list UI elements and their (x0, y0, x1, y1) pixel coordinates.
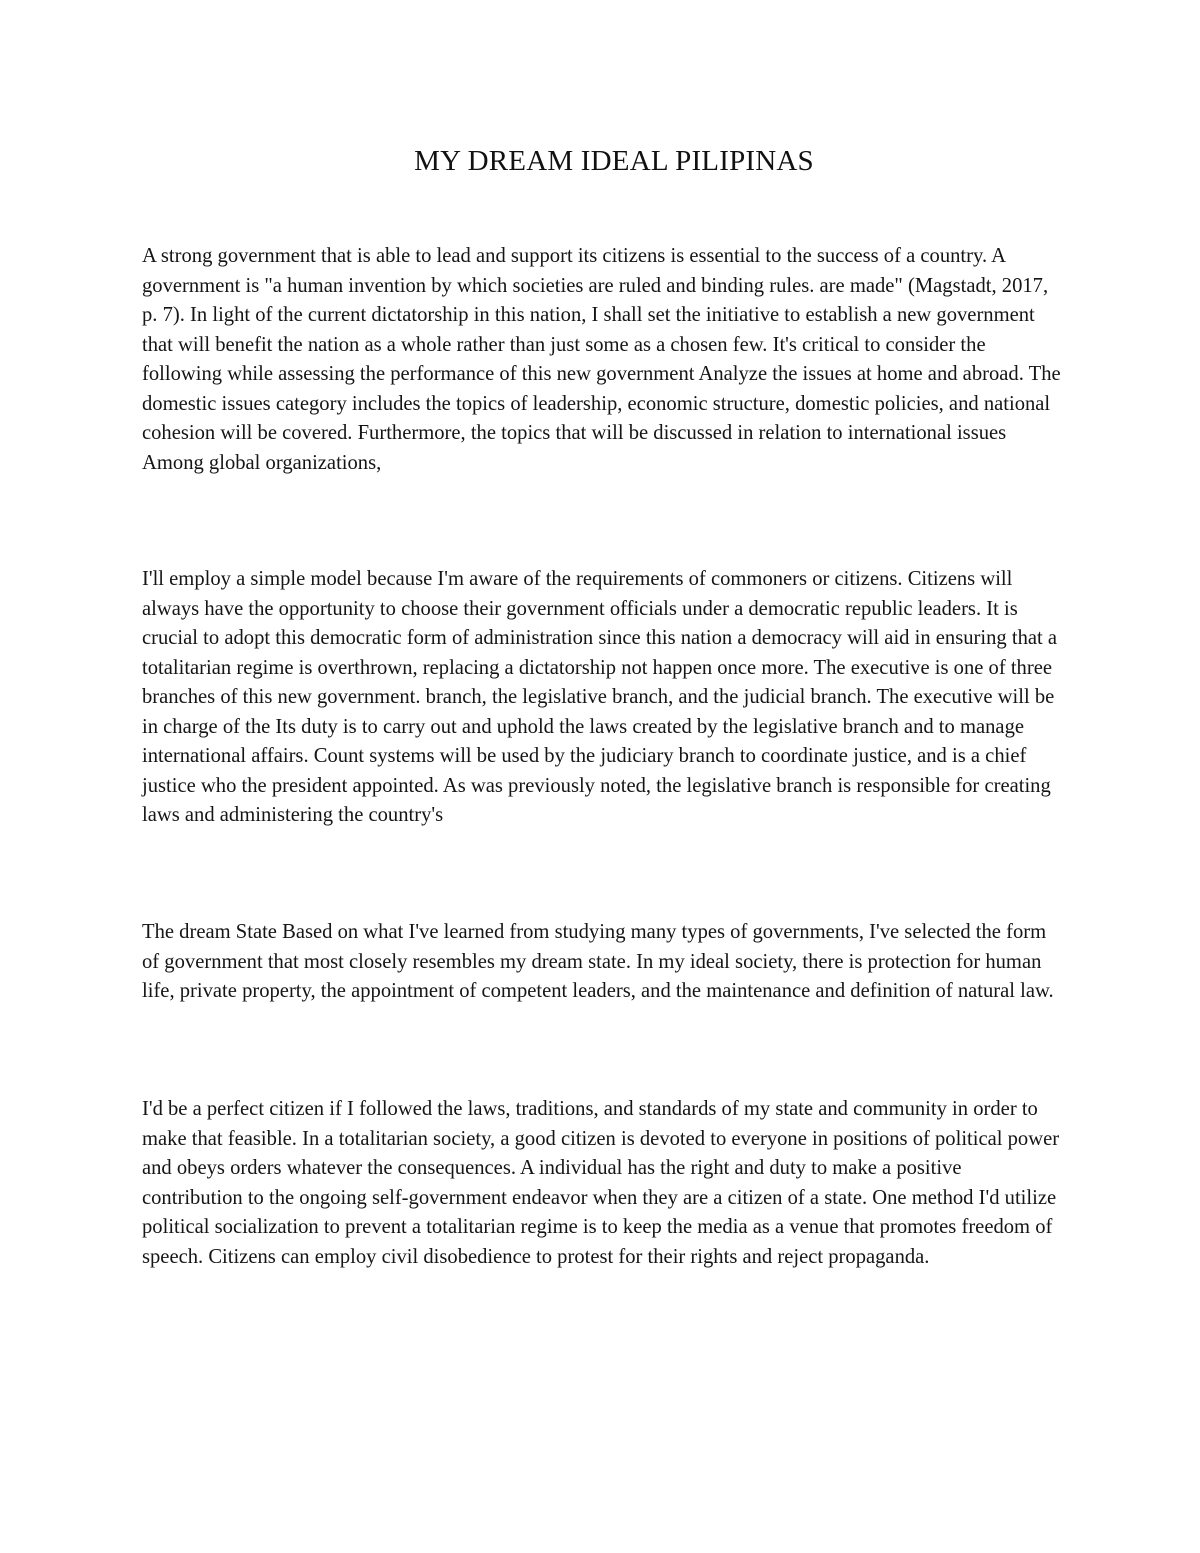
paragraph-government-model: I'll employ a simple model because I'm aware of the requirements of commoners or citizens. Citizens will always have the opportunity to choose their government officials under a democratic republic leaders. It is crucial to adopt this democratic form of administration since this nation a democracy will aid in ensuring that a totalitarian regime is overthrown, replacing a dictatorship not happen once more. The executive is one of three branches of this new government. branch, the legislative branch, and the judicial branch. The executive will be in charge of the Its duty is to carry out and uphold the laws created by the legislative branch and to manage international affairs. Count systems will be used by the judiciary branch to coordinate justice, and is a chief justice who the president appointed. As was previously noted, the legislative branch is responsible for creating laws and administering the country's (142, 568, 1058, 826)
paragraph-dream-state: The dream State Based on what I've learned from studying many types of governments, I've selected the form of government that most closely resembles my dream state. In my ideal society, there is protection for human life, private property, the appointment of competent leaders, and the maintenance and definition of natural law. (142, 921, 1054, 1002)
paragraph-perfect-citizen: I'd be a perfect citizen if I followed the laws, traditions, and standards of my state and community in order to make that feasible. In a totalitarian society, a good citizen is devoted to everyone in positions of political power and obeys orders whatever the consequences. A individual has the right and duty to make a positive contribution to the ongoing self-government endeavor when they are a citizen of a state. One method I'd utilize political socialization to prevent a totalitarian regime is to keep the media as a venue that promotes freedom of speech. Citizens can employ civil disobedience to protest for their rights and reject propaganda. (142, 1098, 1060, 1268)
document-title: MY DREAM IDEAL PILIPINAS (414, 145, 814, 177)
paragraph-introduction: A strong government that is able to lead and support its citizens is essential to the success of a country. A government is "a human invention by which societies are ruled and binding rules. are made" (Magstadt, 2017, p. 7). In light of the current dictatorship in this nation, I shall set the initiative to establish a new government that will benefit the nation as a whole rather than just some as a chosen few. It's critical to consider the following while assessing the performance of this new government Analyze the issues at home and abroad. The domestic issues category includes the topics of leadership, economic structure, domestic policies, and national cohesion will be covered. Furthermore, the topics that will be discussed in relation to international issues Among global organizations, (142, 245, 1061, 474)
